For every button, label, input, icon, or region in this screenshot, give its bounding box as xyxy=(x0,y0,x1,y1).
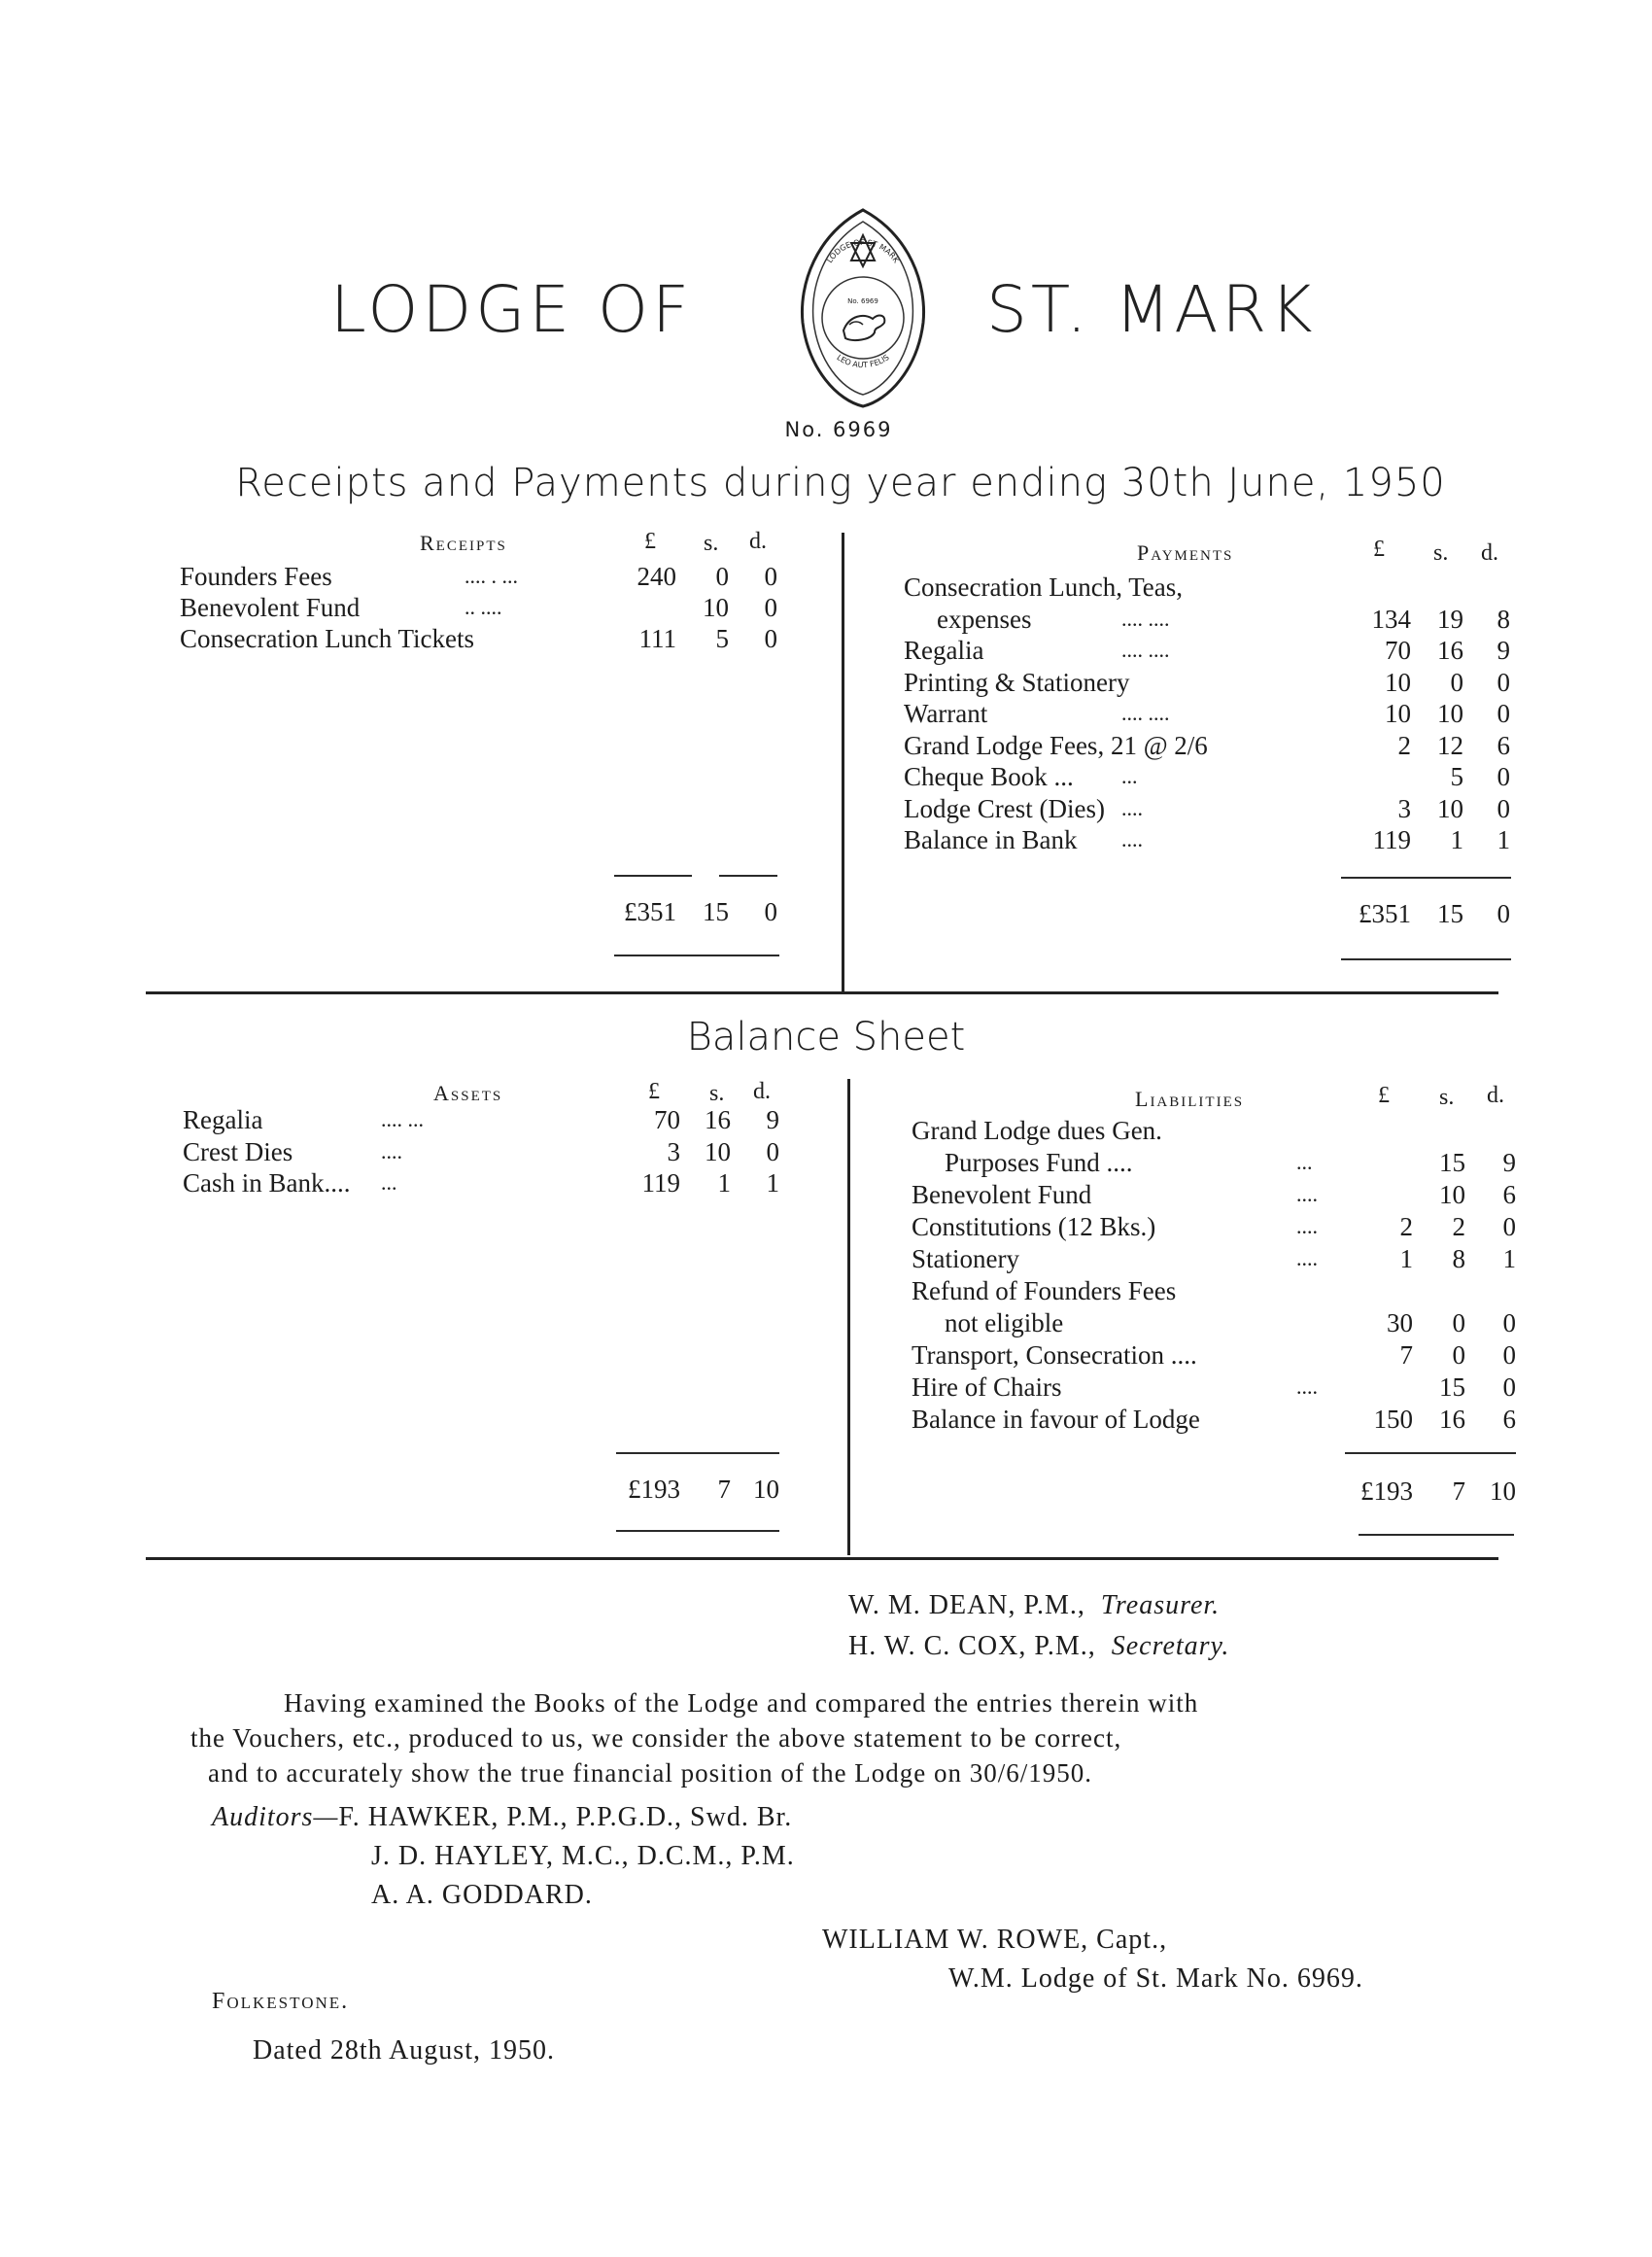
audit-statement-line-3: and to accurately show the true financial position of the Lodge on 30/6/1950. xyxy=(208,1758,1093,1788)
payment-row-pence: 0 xyxy=(1497,699,1510,728)
liabilities-total-rule xyxy=(1359,1534,1514,1536)
assets-total-rule xyxy=(616,1530,779,1532)
payments-total-pounds: £351 xyxy=(1359,899,1411,928)
payment-row-label: Lodge Crest (Dies) xyxy=(904,793,1105,823)
payment-row-pounds: 119 xyxy=(1372,825,1411,854)
assets-col-shillings: s. xyxy=(709,1081,725,1106)
liabilities-total-pence: 10 xyxy=(1490,1476,1516,1506)
liability-row-shillings: 2 xyxy=(1452,1212,1465,1241)
receipts-total-pence: 0 xyxy=(764,897,777,926)
liability-row xyxy=(912,1179,1091,1210)
asset-row-shillings: 10 xyxy=(705,1136,731,1166)
liability-row-pounds: 7 xyxy=(1399,1340,1413,1370)
asset-row-pounds: 70 xyxy=(654,1105,680,1134)
receipt-row-pounds: 240 xyxy=(637,562,676,591)
payment-row-shillings: 1 xyxy=(1450,825,1463,854)
liability-row-pounds: 2 xyxy=(1399,1212,1413,1241)
receipt-row-label: Consecration Lunch Tickets xyxy=(180,624,474,653)
liabilities-col-pence: d. xyxy=(1487,1083,1504,1108)
receipts-total-pounds: £351 xyxy=(624,897,676,926)
master-title: W.M. Lodge of St. Mark No. 6969. xyxy=(948,1963,1363,1994)
master-name: WILLIAM W. ROWE, Capt., xyxy=(822,1925,1168,1955)
treasurer-role: Treasurer. xyxy=(1100,1590,1221,1620)
payment-row-leader: .... .... xyxy=(1121,701,1170,725)
receipt-row-pence: 0 xyxy=(764,593,777,622)
payment-row-label: Consecration Lunch, Teas, xyxy=(904,573,1184,602)
title-left: LODGE OF xyxy=(330,272,693,347)
asset-row xyxy=(183,1104,262,1135)
payment-row xyxy=(904,635,983,666)
payment-row-shillings: 12 xyxy=(1437,730,1463,760)
payment-row-pence: 9 xyxy=(1497,636,1510,665)
payment-row-pence: 0 xyxy=(1497,762,1510,791)
asset-row-leader: .... ... xyxy=(381,1107,424,1131)
liability-row-shillings: 0 xyxy=(1452,1308,1465,1337)
auditors-label: Auditors— xyxy=(212,1802,339,1832)
receipt-row-shillings: 0 xyxy=(715,562,729,591)
liability-row xyxy=(912,1372,1061,1403)
auditor-2: J. D. HAYLEY, M.C., D.C.M., P.M. xyxy=(371,1841,795,1871)
asset-row-label: Crest Dies xyxy=(183,1136,293,1166)
receipt-row xyxy=(180,623,474,654)
seal-emblem-icon xyxy=(795,206,931,410)
payment-row xyxy=(904,667,1130,698)
receipt-row-label: Benevolent Fund xyxy=(180,593,361,622)
seal-text-motto: LEO AUT FELIS xyxy=(835,353,891,370)
liability-row-label: Refund of Founders Fees xyxy=(912,1276,1177,1305)
payment-row-pence: 0 xyxy=(1497,793,1510,823)
asset-row-leader: .... xyxy=(381,1138,402,1163)
svg-text:LEO AUT FELIS xyxy=(835,353,890,369)
liability-row-leader: .... xyxy=(1296,1374,1318,1399)
payment-row-shillings: 10 xyxy=(1437,793,1463,823)
payment-row-pounds: 2 xyxy=(1397,730,1411,760)
payment-row-label: Balance in Bank xyxy=(904,825,1078,854)
liability-row-label: Balance in favour of Lodge xyxy=(912,1405,1200,1434)
payment-row-pence: 1 xyxy=(1497,825,1510,854)
secretary-name: H. W. C. COX, P.M., xyxy=(848,1631,1096,1661)
liability-row-pounds: 1 xyxy=(1399,1244,1413,1273)
payment-row xyxy=(904,730,1208,761)
payment-row xyxy=(904,824,1077,855)
liability-row-label: Purposes Fund .... xyxy=(945,1148,1133,1177)
asset-row-label: Cash in Bank.... xyxy=(183,1168,351,1198)
liability-row xyxy=(912,1275,1176,1306)
liability-row-leader: ... xyxy=(1296,1150,1313,1174)
payment-row-pence: 6 xyxy=(1497,730,1510,760)
liability-row xyxy=(912,1115,1162,1146)
payment-row-leader: ... xyxy=(1121,764,1138,788)
payment-row-shillings: 5 xyxy=(1450,762,1463,791)
assets-liabilities-divider xyxy=(847,1079,850,1555)
section-divider-bottom xyxy=(146,1557,1498,1560)
liabilities-heading: Liabilities xyxy=(1135,1087,1245,1111)
liability-row-label: Benevolent Fund xyxy=(912,1180,1092,1209)
liability-row-shillings: 0 xyxy=(1452,1340,1465,1370)
payments-heading: Payments xyxy=(1137,540,1234,565)
audit-statement-line-1: Having examined the Books of the Lodge and compared the entries therein with xyxy=(284,1688,1199,1718)
liabilities-subtotal-rule xyxy=(1345,1452,1516,1454)
place: Folkestone. xyxy=(212,1989,350,2014)
payment-row-label: expenses xyxy=(937,604,1032,634)
payment-row-shillings: 0 xyxy=(1450,667,1463,697)
balance-sheet-title: Balance Sheet xyxy=(686,1015,966,1059)
liability-row-label: not eligible xyxy=(945,1308,1064,1337)
assets-col-pounds: £ xyxy=(648,1079,660,1104)
receipts-heading: Receipts xyxy=(420,531,507,555)
assets-subtotal-rule xyxy=(616,1452,779,1454)
receipts-subtotal-rule xyxy=(614,875,692,877)
audit-statement-line-2: the Vouchers, etc., produced to us, we consider the above statement to be correct, xyxy=(190,1723,1122,1753)
payment-row-pence: 0 xyxy=(1497,667,1510,697)
liability-row-shillings: 15 xyxy=(1439,1148,1465,1177)
liabilities-total-pounds: £193 xyxy=(1360,1476,1413,1506)
asset-row-shillings: 1 xyxy=(717,1168,731,1198)
payment-row-label: Regalia xyxy=(904,636,984,665)
receipts-payments-divider xyxy=(842,533,844,993)
payments-total-pence: 0 xyxy=(1497,899,1510,928)
payment-row-shillings: 19 xyxy=(1437,604,1463,634)
payment-row-pounds: 70 xyxy=(1385,636,1411,665)
liabilities-total-shillings: 7 xyxy=(1452,1476,1465,1506)
payments-col-pence: d. xyxy=(1481,540,1498,566)
liability-row-label: Grand Lodge dues Gen. xyxy=(912,1116,1162,1145)
payment-row-leader: .... xyxy=(1121,827,1143,851)
payment-row-label: Warrant xyxy=(904,699,988,728)
receipt-row-pence: 0 xyxy=(764,624,777,653)
payment-row-label: Printing & Stationery xyxy=(904,667,1130,697)
receipts-col-shillings: s. xyxy=(704,531,719,556)
payment-row xyxy=(904,572,1183,603)
liability-row xyxy=(912,1339,1197,1371)
payment-row-leader: .... .... xyxy=(1121,606,1170,631)
payment-row-leader: .... .... xyxy=(1121,638,1170,662)
receipt-row-pence: 0 xyxy=(764,562,777,591)
asset-row-leader: ... xyxy=(381,1170,397,1195)
payment-row-pounds: 10 xyxy=(1385,667,1411,697)
liability-row-pence: 9 xyxy=(1502,1148,1516,1177)
payment-row xyxy=(904,793,1105,824)
receipt-row-pounds: 111 xyxy=(638,624,676,653)
asset-row-pence: 1 xyxy=(766,1168,779,1198)
title-right: ST. MARK xyxy=(986,272,1317,347)
liability-row xyxy=(912,1404,1200,1435)
payment-row xyxy=(904,761,1074,792)
payment-row-shillings: 10 xyxy=(1437,699,1463,728)
liability-row-leader: .... xyxy=(1296,1182,1318,1206)
date: Dated 28th August, 1950. xyxy=(253,2035,555,2066)
payments-total-rule xyxy=(1341,958,1511,960)
liability-row-leader: .... xyxy=(1296,1214,1318,1238)
receipt-row-shillings: 5 xyxy=(715,624,729,653)
receipts-subtotal-rule-2 xyxy=(719,875,777,877)
asset-row-shillings: 16 xyxy=(705,1105,731,1134)
lodge-seal xyxy=(795,206,931,410)
liability-row-pounds: 150 xyxy=(1373,1405,1413,1434)
liability-row-shillings: 16 xyxy=(1439,1405,1465,1434)
payments-col-pounds: £ xyxy=(1373,537,1385,562)
liability-row-label: Transport, Consecration .... xyxy=(912,1340,1197,1370)
secretary-signature xyxy=(848,1631,1229,1662)
payment-row-label: Cheque Book ... xyxy=(904,762,1074,791)
liabilities-col-pounds: £ xyxy=(1378,1083,1390,1108)
liability-row xyxy=(912,1211,1155,1242)
assets-col-pence: d. xyxy=(753,1079,771,1104)
lodge-number: No. 6969 xyxy=(784,418,893,441)
treasurer-name: W. M. DEAN, P.M., xyxy=(848,1590,1085,1620)
payment-row-pounds: 3 xyxy=(1397,793,1411,823)
payments-col-shillings: s. xyxy=(1433,540,1449,566)
payments-total-shillings: 15 xyxy=(1437,899,1463,928)
liability-row-pence: 0 xyxy=(1502,1340,1516,1370)
receipt-row-shillings: 10 xyxy=(703,593,729,622)
payment-row-pounds: 134 xyxy=(1371,604,1411,634)
liability-row-label: Stationery xyxy=(912,1244,1019,1273)
liability-row-label: Hire of Chairs xyxy=(912,1372,1062,1402)
asset-row-pounds: 119 xyxy=(641,1168,680,1198)
receipts-total-shillings: 15 xyxy=(703,897,729,926)
receipts-total-rule xyxy=(614,955,779,956)
payment-row-shillings: 16 xyxy=(1437,636,1463,665)
payments-subtotal-rule xyxy=(1341,877,1511,879)
payment-row-leader: .... xyxy=(1121,795,1143,820)
payment-row-pounds: 10 xyxy=(1385,699,1411,728)
auditor-3: A. A. GODDARD. xyxy=(371,1880,593,1910)
section-divider-top xyxy=(146,991,1498,994)
liability-row-shillings: 10 xyxy=(1439,1180,1465,1209)
receipt-row xyxy=(180,592,360,623)
seal-text-number: No. 6969 xyxy=(847,297,878,305)
payment-row xyxy=(904,698,987,729)
receipt-row-leader: .... . ... xyxy=(465,564,518,588)
auditor-1: F. HAWKER, P.M., P.P.G.D., Swd. Br. xyxy=(338,1802,793,1832)
liability-row-pence: 0 xyxy=(1502,1212,1516,1241)
treasurer-signature xyxy=(848,1590,1220,1621)
receipt-row xyxy=(180,561,332,592)
receipts-col-pence: d. xyxy=(749,529,767,554)
asset-row-pounds: 3 xyxy=(667,1136,680,1166)
liability-row-pence: 6 xyxy=(1502,1405,1516,1434)
liability-row xyxy=(912,1243,1019,1274)
liability-row-label: Constitutions (12 Bks.) xyxy=(912,1212,1156,1241)
payment-row-pence: 8 xyxy=(1497,604,1510,634)
liability-row-pence: 0 xyxy=(1502,1372,1516,1402)
seal-text-top: LODGE OF ST MARK xyxy=(825,237,901,265)
asset-row-pence: 0 xyxy=(766,1136,779,1166)
page-subtitle: Receipts and Payments during year ending 30th June, 1950 xyxy=(235,461,1446,505)
auditors-line-1 xyxy=(212,1802,792,1833)
payment-row xyxy=(937,604,1031,635)
liability-row-pence: 0 xyxy=(1502,1308,1516,1337)
receipt-row-label: Founders Fees xyxy=(180,562,332,591)
liability-row xyxy=(945,1147,1133,1178)
asset-row-label: Regalia xyxy=(183,1105,263,1134)
assets-total-pounds: £193 xyxy=(628,1475,680,1504)
assets-total-shillings: 7 xyxy=(717,1475,731,1504)
liability-row-shillings: 15 xyxy=(1439,1372,1465,1402)
secretary-role: Secretary. xyxy=(1111,1631,1230,1661)
liabilities-col-shillings: s. xyxy=(1439,1085,1455,1110)
liability-row-leader: .... xyxy=(1296,1246,1318,1270)
liability-row-pence: 1 xyxy=(1502,1244,1516,1273)
receipts-col-pounds: £ xyxy=(644,529,656,554)
liability-row xyxy=(945,1307,1063,1338)
asset-row xyxy=(183,1167,351,1198)
receipt-row-leader: .. .... xyxy=(465,595,502,619)
payment-row-label: Grand Lodge Fees, 21 @ 2/6 xyxy=(904,730,1208,760)
asset-row xyxy=(183,1136,293,1167)
assets-total-pence: 10 xyxy=(753,1475,779,1504)
liability-row-pounds: 30 xyxy=(1387,1308,1413,1337)
liability-row-shillings: 8 xyxy=(1452,1244,1465,1273)
assets-heading: Assets xyxy=(433,1081,503,1105)
liability-row-pence: 6 xyxy=(1502,1180,1516,1209)
asset-row-pence: 9 xyxy=(766,1105,779,1134)
